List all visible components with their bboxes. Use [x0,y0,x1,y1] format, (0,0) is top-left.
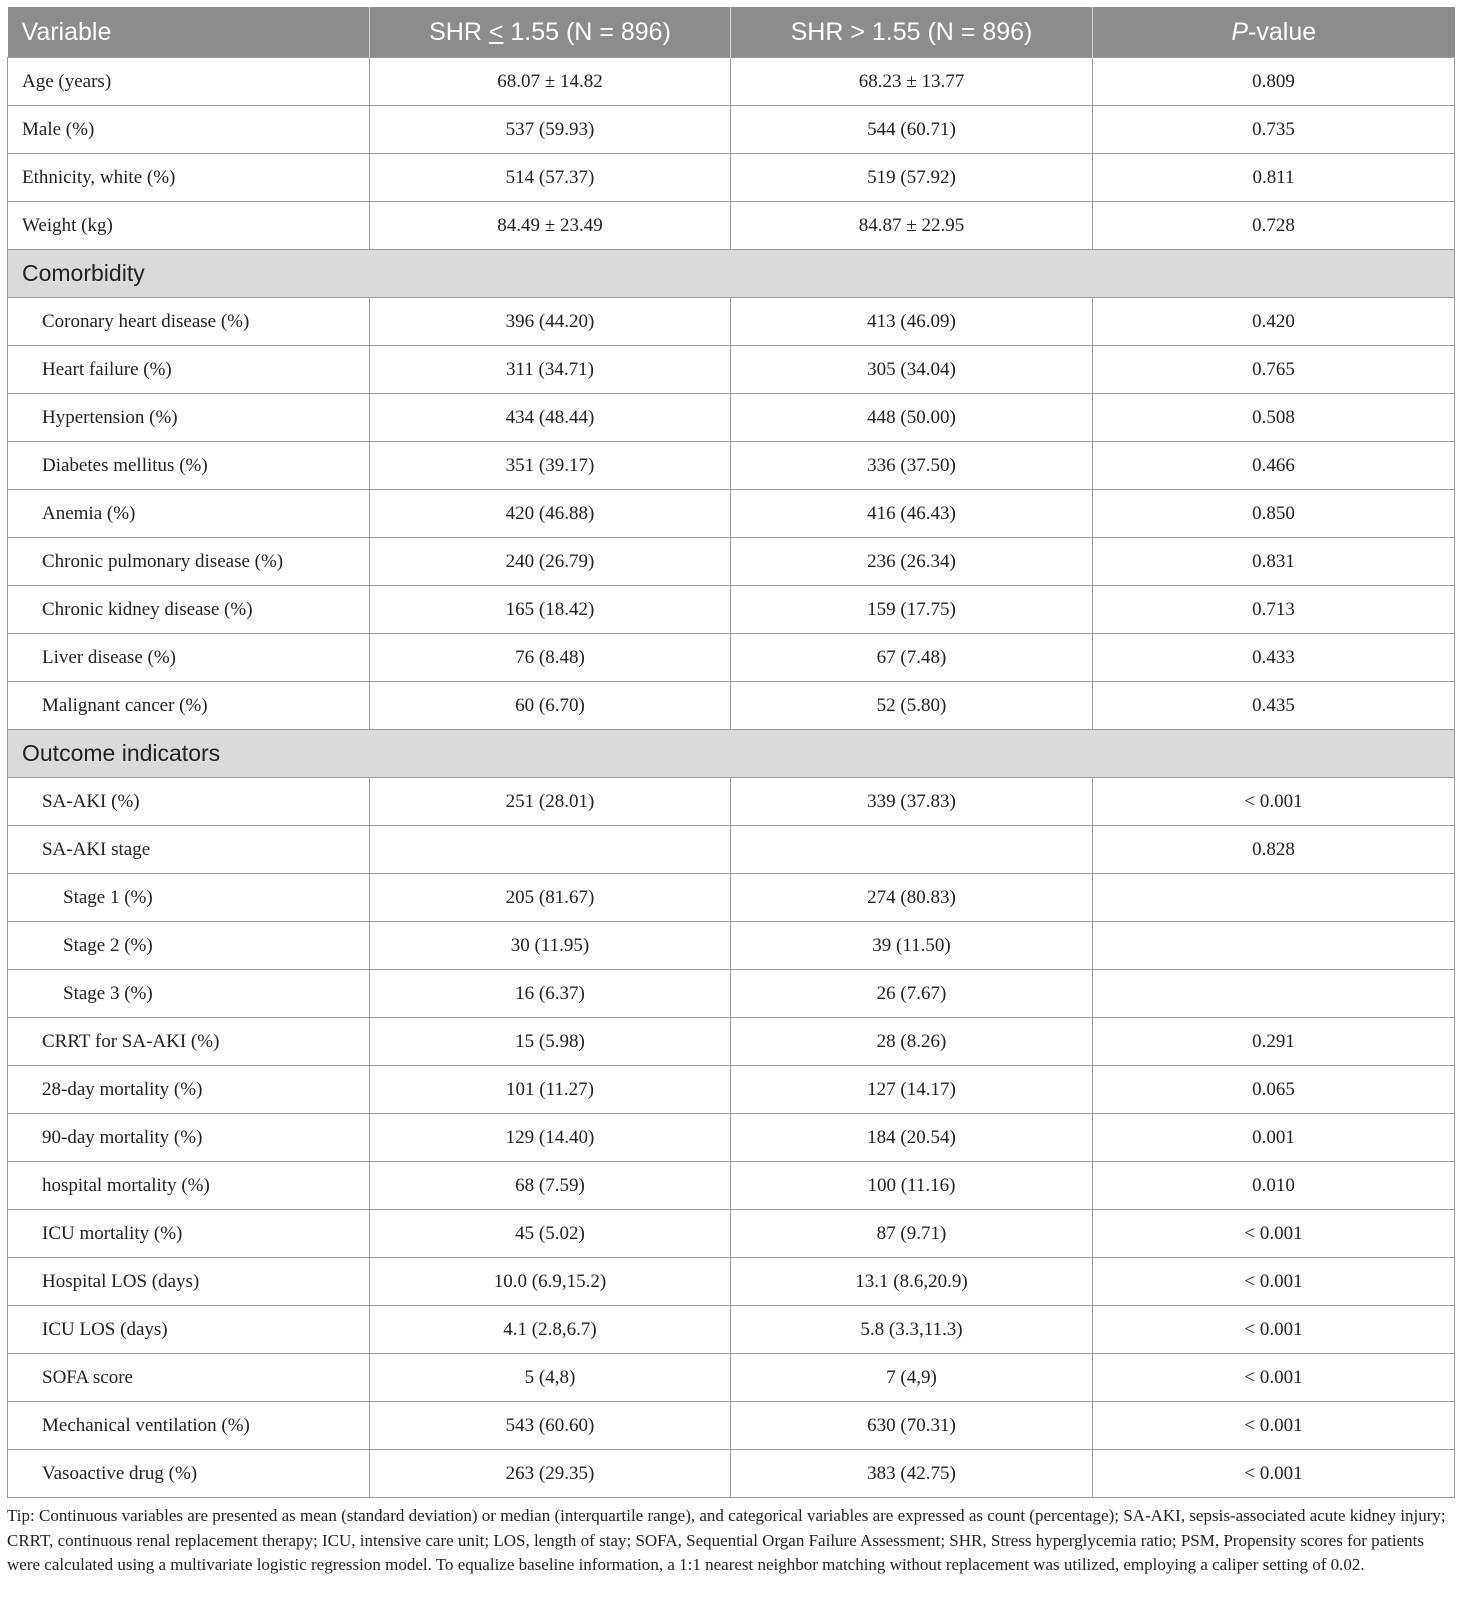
p-value-cell: 0.809 [1093,58,1455,106]
shr-low-cell: 84.49 ± 23.49 [370,202,731,250]
shr-low-cell: 4.1 (2.8,6.7) [370,1306,731,1354]
shr-high-cell: 100 (11.16) [731,1162,1093,1210]
table-row [8,1162,1455,1210]
shr-low-cell: 240 (26.79) [370,538,731,586]
p-value-cell: 0.435 [1093,682,1455,730]
variable-cell: ICU LOS (days) [8,1306,370,1354]
shr-high-cell: 184 (20.54) [731,1114,1093,1162]
shr-high-cell: 5.8 (3.3,11.3) [731,1306,1093,1354]
header-shr-low-suffix: 1.55 (N = 896) [503,17,671,46]
shr-high-cell: 336 (37.50) [731,442,1093,490]
shr-high-cell: 127 (14.17) [731,1066,1093,1114]
table-row [8,298,1455,346]
p-value-cell: 0.735 [1093,106,1455,154]
variable-cell: SOFA score [8,1354,370,1402]
shr-low-cell: 205 (81.67) [370,874,731,922]
variable-cell: Coronary heart disease (%) [8,298,370,346]
variable-cell: Age (years) [8,58,370,106]
variable-cell: Vasoactive drug (%) [8,1450,370,1498]
table-row [8,1354,1455,1402]
table-row [8,826,1455,874]
variable-cell: Stage 3 (%) [8,970,370,1018]
table-body [8,58,1455,1498]
variable-cell: CRRT for SA-AKI (%) [8,1018,370,1066]
table-row [8,1306,1455,1354]
shr-low-cell: 543 (60.60) [370,1402,731,1450]
shr-low-cell: 514 (57.37) [370,154,731,202]
shr-low-cell: 101 (11.27) [370,1066,731,1114]
shr-high-cell: 39 (11.50) [731,922,1093,970]
table-row [8,538,1455,586]
table-header-row [8,7,1455,58]
shr-low-cell: 165 (18.42) [370,586,731,634]
shr-low-cell: 68 (7.59) [370,1162,731,1210]
shr-low-cell: 537 (59.93) [370,106,731,154]
table-row [8,682,1455,730]
shr-high-cell: 159 (17.75) [731,586,1093,634]
shr-low-cell: 10.0 (6.9,15.2) [370,1258,731,1306]
baseline-characteristics-table [7,7,1455,1498]
table-row [8,634,1455,682]
shr-high-cell: 416 (46.43) [731,490,1093,538]
variable-cell: 90-day mortality (%) [8,1114,370,1162]
shr-low-cell: 420 (46.88) [370,490,731,538]
section-row [8,730,1455,778]
p-value-cell: 0.831 [1093,538,1455,586]
p-value-cell [1093,970,1455,1018]
table-row [8,922,1455,970]
shr-low-cell: 311 (34.71) [370,346,731,394]
shr-low-cell: 76 (8.48) [370,634,731,682]
p-value-cell: < 0.001 [1093,778,1455,826]
table-row [8,1450,1455,1498]
table-footnote: Tip: Continuous variables are presented as mean (standard deviation) or median (interquartile range), and categorical variables are expressed as count (percentage); SA-AKI, sepsis-associated acute kidney injury; CRRT, continuous renal replacement therapy; ICU, intensive care unit; LOS, length of stay; SOFA, Sequential Organ Failure Assessment; SHR, Stress hyperglycemia ratio; PSM, Propensity scores for patients were calculated using a multivariate logistic regression model. To equalize baseline information, a 1:1 nearest neighbor matching without replacement was utilized, employing a caliper setting of 0.02. [7,1506,1446,1574]
header-shr-low-prefix: SHR [429,17,489,46]
shr-high-cell: 28 (8.26) [731,1018,1093,1066]
p-value-cell: < 0.001 [1093,1210,1455,1258]
table-row [8,586,1455,634]
p-value-cell: 0.828 [1093,826,1455,874]
p-value-cell: 0.291 [1093,1018,1455,1066]
p-value-cell: 0.466 [1093,442,1455,490]
section-label: Comorbidity [8,250,1455,298]
shr-low-cell: 45 (5.02) [370,1210,731,1258]
p-value-cell: 0.420 [1093,298,1455,346]
header-shr-low [370,7,731,58]
p-value-cell: 0.433 [1093,634,1455,682]
shr-low-cell: 30 (11.95) [370,922,731,970]
shr-low-cell: 16 (6.37) [370,970,731,1018]
p-value-cell: 0.850 [1093,490,1455,538]
p-value-cell: < 0.001 [1093,1450,1455,1498]
shr-low-cell [370,826,731,874]
header-p-value [1093,7,1455,58]
shr-high-cell: 630 (70.31) [731,1402,1093,1450]
shr-high-cell: 84.87 ± 22.95 [731,202,1093,250]
p-value-cell: 0.728 [1093,202,1455,250]
variable-cell: Chronic pulmonary disease (%) [8,538,370,586]
p-value-cell: < 0.001 [1093,1306,1455,1354]
p-value-cell: 0.811 [1093,154,1455,202]
shr-high-cell: 383 (42.75) [731,1450,1093,1498]
shr-low-cell: 129 (14.40) [370,1114,731,1162]
table-row [8,1402,1455,1450]
p-value-cell: < 0.001 [1093,1258,1455,1306]
variable-cell: SA-AKI stage [8,826,370,874]
table-row [8,490,1455,538]
table-row [8,58,1455,106]
header-p-italic: P [1231,17,1249,46]
p-value-cell: 0.065 [1093,1066,1455,1114]
shr-high-cell: 26 (7.67) [731,970,1093,1018]
shr-low-cell: 251 (28.01) [370,778,731,826]
shr-high-cell: 274 (80.83) [731,874,1093,922]
p-value-cell: 0.010 [1093,1162,1455,1210]
table-row [8,394,1455,442]
shr-low-cell: 396 (44.20) [370,298,731,346]
shr-high-cell: 52 (5.80) [731,682,1093,730]
shr-high-cell: 339 (37.83) [731,778,1093,826]
header-p-rest: -value [1248,17,1317,46]
shr-low-cell: 263 (29.35) [370,1450,731,1498]
p-value-cell: 0.001 [1093,1114,1455,1162]
variable-cell: Heart failure (%) [8,346,370,394]
table-row [8,106,1455,154]
variable-cell: 28-day mortality (%) [8,1066,370,1114]
variable-cell: Mechanical ventilation (%) [8,1402,370,1450]
header-variable: Variable [8,7,370,58]
shr-low-cell: 434 (48.44) [370,394,731,442]
variable-cell: Hospital LOS (days) [8,1258,370,1306]
shr-high-cell [731,826,1093,874]
shr-high-cell: 7 (4,9) [731,1354,1093,1402]
table-row [8,442,1455,490]
shr-high-cell: 87 (9.71) [731,1210,1093,1258]
table-row [8,1258,1455,1306]
variable-cell: Weight (kg) [8,202,370,250]
variable-cell: Stage 2 (%) [8,922,370,970]
shr-low-cell: 5 (4,8) [370,1354,731,1402]
table-row [8,1018,1455,1066]
p-value-cell: 0.765 [1093,346,1455,394]
variable-cell: Chronic kidney disease (%) [8,586,370,634]
table-row [8,970,1455,1018]
table-row [8,1066,1455,1114]
table-row [8,1114,1455,1162]
shr-high-cell: 519 (57.92) [731,154,1093,202]
shr-high-cell: 413 (46.09) [731,298,1093,346]
table-row [8,1210,1455,1258]
variable-cell: Ethnicity, white (%) [8,154,370,202]
variable-cell: Hypertension (%) [8,394,370,442]
shr-low-cell: 60 (6.70) [370,682,731,730]
table-row [8,202,1455,250]
table-row [8,874,1455,922]
p-value-cell [1093,922,1455,970]
shr-high-cell: 236 (26.34) [731,538,1093,586]
shr-high-cell: 544 (60.71) [731,106,1093,154]
header-shr-high: SHR > 1.55 (N = 896) [731,7,1093,58]
variable-cell: Anemia (%) [8,490,370,538]
p-value-cell: < 0.001 [1093,1402,1455,1450]
p-value-cell [1093,874,1455,922]
shr-low-cell: 15 (5.98) [370,1018,731,1066]
table-row [8,778,1455,826]
p-value-cell: 0.713 [1093,586,1455,634]
header-shr-low-symbol: < [488,17,504,46]
shr-low-cell: 68.07 ± 14.82 [370,58,731,106]
table-row [8,346,1455,394]
variable-cell: Stage 1 (%) [8,874,370,922]
variable-cell: Malignant cancer (%) [8,682,370,730]
shr-high-cell: 68.23 ± 13.77 [731,58,1093,106]
shr-high-cell: 448 (50.00) [731,394,1093,442]
variable-cell: hospital mortality (%) [8,1162,370,1210]
variable-cell: Diabetes mellitus (%) [8,442,370,490]
section-label: Outcome indicators [8,730,1455,778]
shr-low-cell: 351 (39.17) [370,442,731,490]
p-value-cell: < 0.001 [1093,1354,1455,1402]
variable-cell: ICU mortality (%) [8,1210,370,1258]
shr-high-cell: 305 (34.04) [731,346,1093,394]
variable-cell: SA-AKI (%) [8,778,370,826]
table-row [8,154,1455,202]
section-row [8,250,1455,298]
variable-cell: Liver disease (%) [8,634,370,682]
shr-high-cell: 67 (7.48) [731,634,1093,682]
variable-cell: Male (%) [8,106,370,154]
shr-high-cell: 13.1 (8.6,20.9) [731,1258,1093,1306]
document-page [7,7,1454,1578]
p-value-cell: 0.508 [1093,394,1455,442]
